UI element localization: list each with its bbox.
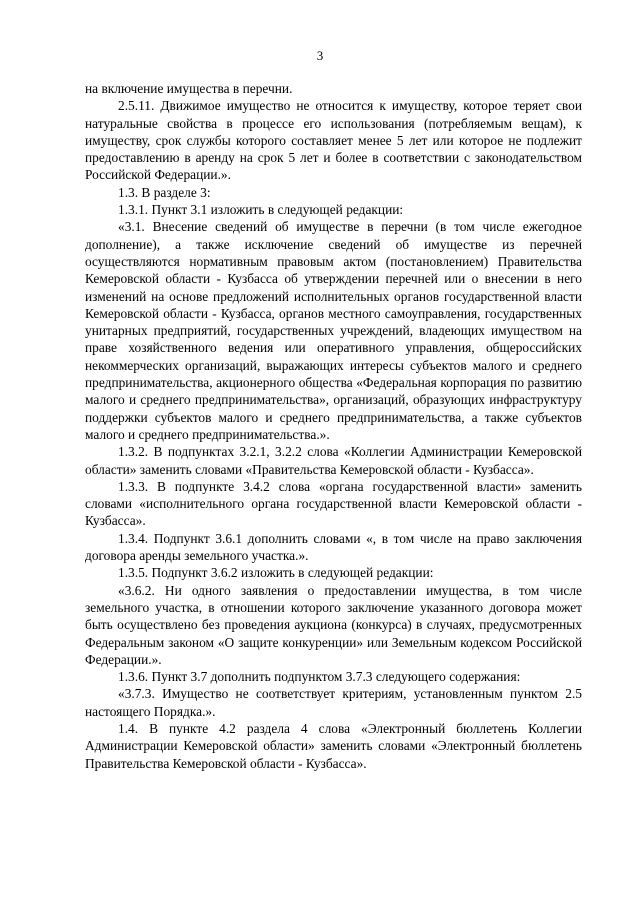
paragraph: 1.3.1. Пункт 3.1 изложить в следующей редакции:	[118, 202, 404, 218]
paragraph: на включение имущества в перечни.	[85, 81, 293, 96]
page-number: 3	[316, 48, 324, 63]
paragraph: 1.3.3. В подпункте 3.4.2 слова «органа государственной власти» заменить словами «исполнительного органа государственной власти Кемеровской области - Кузбасса».	[85, 478, 582, 529]
paragraph: 1.3. В разделе 3:	[118, 184, 211, 200]
paragraph: 1.3.2. В подпунктах 3.2.1, 3.2.2 слова «Коллегии Администрации Кемеровской области» заменить словами «Правительства Кемеровской области - Кузбасса».	[85, 444, 582, 477]
paragraph: «3.6.2. Ни одного заявления о предоставлении имущества, в том числе земельного участка, в отношении которого заключение указанного договора может быть осуществлено без проведения аукциона (конкурса) в случаях, предусмотренных Федеральным законом «О защите конкуренции» или Земельным кодексом Российской Федерации.».	[85, 582, 582, 667]
document-body	[85, 80, 582, 772]
paragraph: 1.3.5. Подпункт 3.6.2 изложить в следующей редакции:	[118, 565, 434, 581]
paragraph: 1.4. В пункте 4.2 раздела 4 слова «Электронный бюллетень Коллегии Администрации Кемеровской области» заменить словами «Электронный бюллетень Правительства Кемеровской области - Кузбасса».	[85, 720, 582, 771]
paragraph: «3.7.3. Имущество не соответствует критериям, установленным пунктом 2.5 настоящего Порядка.».	[85, 686, 582, 719]
paragraph: «3.1. Внесение сведений об имуществе в перечни (в том числе ежегодное дополнение), а также исключение сведений об имуществе из перечней осуществляются нормативным правовым актом (постановлением) Правительства Кемеровской области - Кузбасса об утверждении перечней или о внесении в него изменений на основе предложений исполнительных органов государственной власти Кемеровской области - Кузбасса, органов местного самоуправления, государственных унитарных предприятий, государственных учреждений, владеющих имуществом на праве хозяйственного ведения или оперативного управления, общероссийских некоммерческих организаций, выражающих интересы субъектов малого и среднего предпринимательства, акционерного общества «Федеральная корпорация по развитию малого и среднего предпринимательства», организаций, образующих инфраструктуру поддержки субъектов малого и среднего предпринимательства, а также субъектов малого и среднего предпринимательства.».	[85, 219, 582, 442]
paragraph: 1.3.6. Пункт 3.7 дополнить подпунктом 3.7.3 следующего содержания:	[118, 669, 521, 685]
paragraph: 1.3.4. Подпункт 3.6.1 дополнить словами «, в том числе на право заключения договора аренды земельного участка.».	[85, 530, 582, 564]
paragraph: 2.5.11. Движимое имущество не относится к имуществу, которое теряет свои натуральные свойства в процессе его использования (потребляемым вещам), к имуществу, срок службы которого составляет менее 5 лет или которое не подлежит предоставлению в аренду на срок 5 лет и более в соответствии с законодательством Российской Федерации.».	[85, 98, 582, 183]
